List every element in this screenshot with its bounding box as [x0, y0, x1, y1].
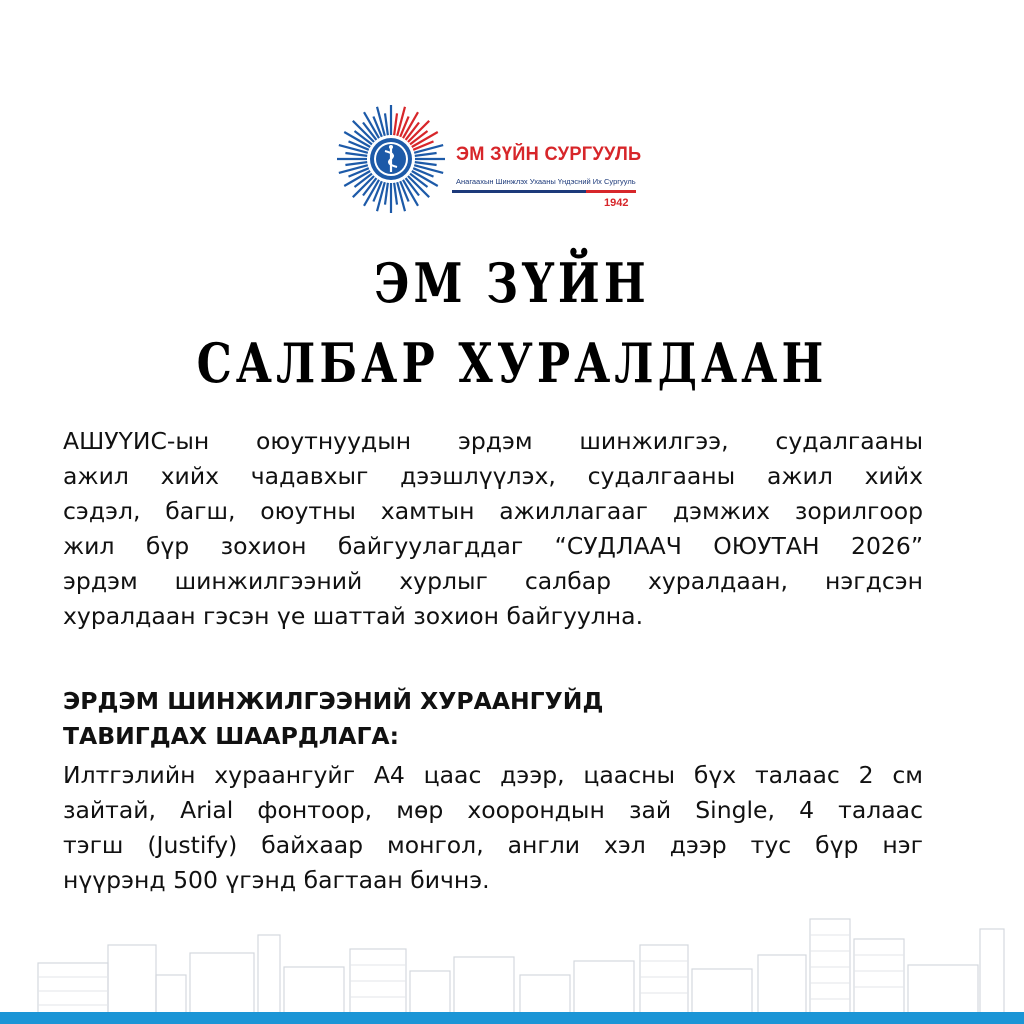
logo-subtitle: Анагаахын Шинжлэх Ухааны Үндэсний Их Сургууль — [456, 177, 636, 186]
headline-line-1: ЭМ ЗҮЙН — [374, 251, 650, 315]
requirements-line: тэгш (Justify) байхаар монгол, англи хэл дээр тус бүр нэг — [63, 831, 923, 859]
logo-divider-red — [586, 190, 636, 193]
logo-year: 1942 — [604, 197, 629, 209]
requirements-line: Илтгэлийн хураангуйг А4 цаас дээр, цаасны бүх талаас 2 см — [63, 761, 923, 789]
requirements-line: зайтай, Arial фонтоор, мөр хоорондын зай Single, 4 талаас — [63, 796, 923, 824]
headline-line-2: САЛБАР ХУРАЛДААН — [196, 331, 828, 395]
intro-line: хуралдаан гэсэн үе шаттай зохион байгуулна. — [63, 602, 644, 630]
intro-paragraph — [63, 424, 923, 634]
requirements-heading-line-2: ТАВИГДАХ ШААРДЛАГА: — [63, 722, 400, 750]
intro-line: жил бүр зохион байгуулагддаг “СУДЛААЧ ОЮУТАН 2026” — [63, 532, 923, 560]
logo-wordmark — [448, 104, 658, 214]
university-logo — [336, 104, 656, 214]
logo-title: ЭМ ЗҮЙН СУРГУУЛЬ — [456, 144, 642, 165]
requirements-line: нүүрэнд 500 үгэнд багтаан бичнэ. — [63, 866, 490, 894]
city-skyline-illustration — [0, 905, 1024, 1024]
emblem-icon — [336, 104, 446, 214]
intro-line: сэдэл, багш, оюутны хамтын ажиллагааг дэмжих зорилгоор — [63, 497, 923, 525]
intro-line: АШУҮИС-ын оюутнуудын эрдэм шинжилгээ, судалгааны — [63, 427, 923, 455]
intro-line: ажил хийх чадавхыг дээшлүүлэх, судалгааны ажил хийх — [63, 462, 923, 490]
footer-accent-bar — [0, 1012, 1024, 1024]
intro-line: эрдэм шинжилгээний хурлыг салбар хуралдаан, нэгдсэн — [63, 567, 923, 595]
requirements-heading-line-1: ЭРДЭМ ШИНЖИЛГЭЭНИЙ ХУРААНГУЙД — [63, 687, 604, 715]
requirements-paragraph — [63, 758, 923, 898]
requirements-heading — [63, 684, 923, 754]
